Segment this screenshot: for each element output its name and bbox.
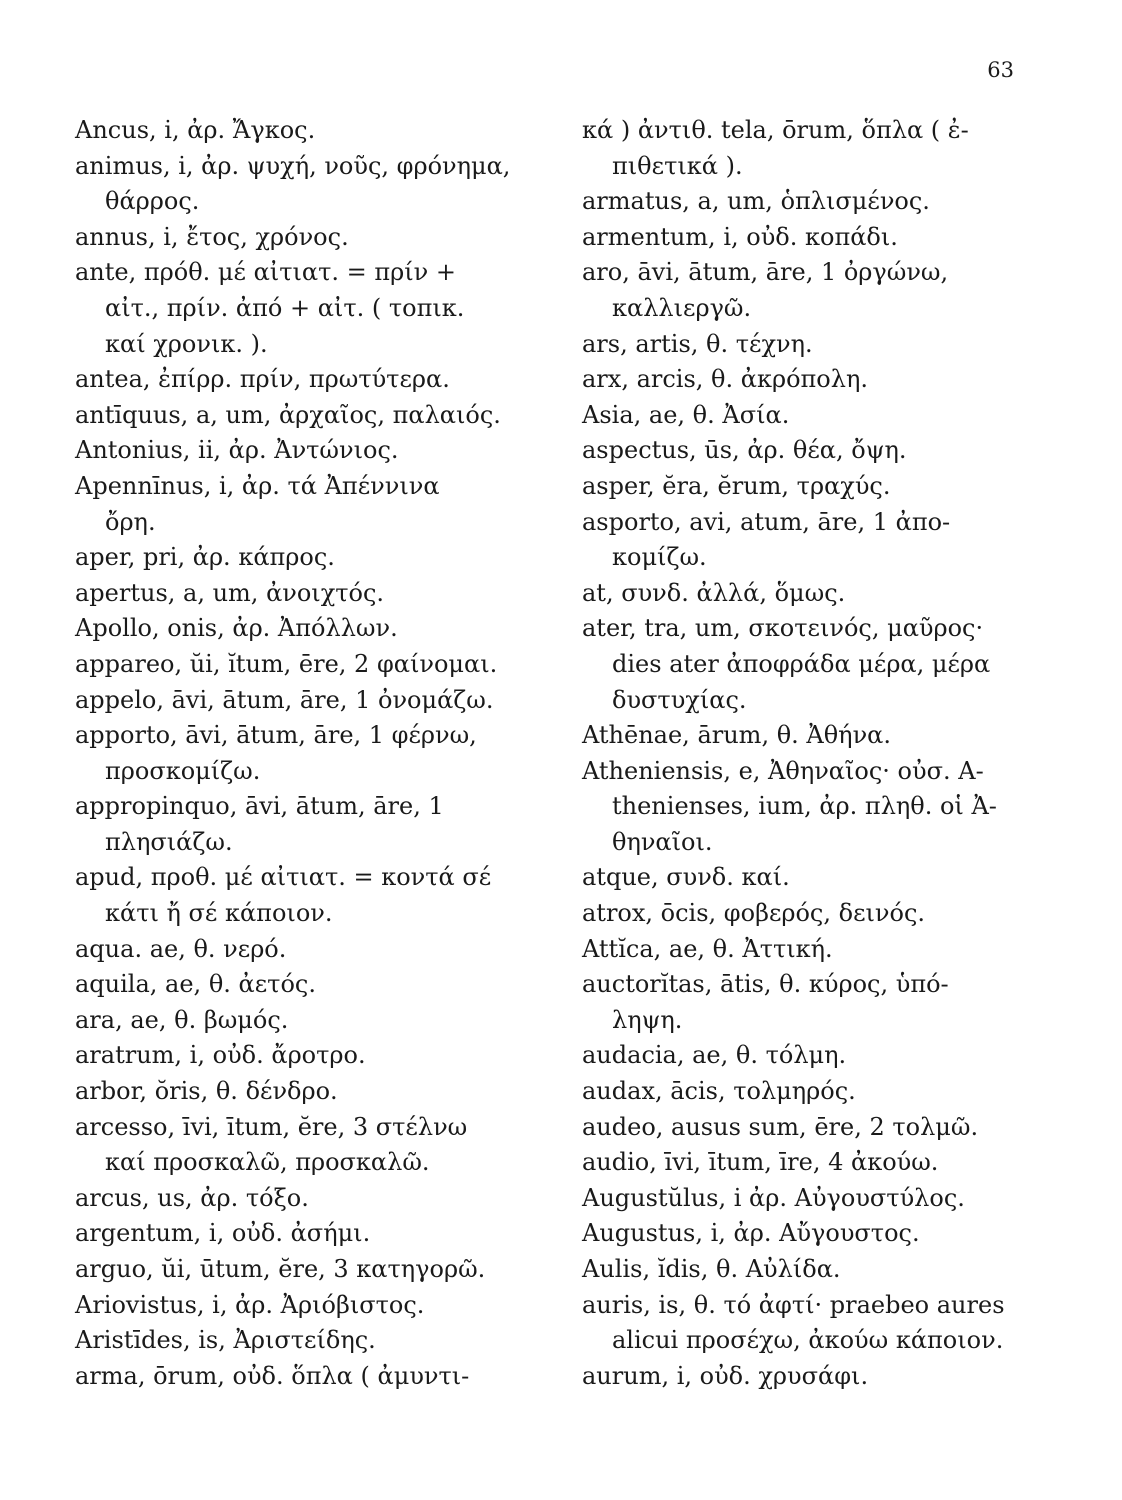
dictionary-line: at, συνδ. ἀλλά, ὅμως. — [582, 578, 846, 607]
dictionary-line: καί προσκαλῶ, προσκαλῶ. — [105, 1148, 430, 1177]
dictionary-line: ante, πρόθ. μέ αἰτιατ. = πρίν + — [75, 258, 456, 287]
dictionary-line: aqua. ae, θ. νερό. — [75, 934, 287, 963]
left-column — [75, 113, 555, 1394]
page-number: 63 — [987, 58, 1014, 82]
dictionary-line: argentum, i, οὐδ. ἀσήμι. — [75, 1219, 371, 1248]
dictionary-line: antea, ἐπίρρ. πρίν, πρωτύτερα. — [75, 365, 450, 394]
dictionary-line: arcesso, īvi, ītum, ĕre, 3 στέλνω — [75, 1112, 468, 1141]
dictionary-line: Ancus, i, ἀρ. Ἄγκος. — [75, 116, 316, 144]
dictionary-line: Augustus, i, ἀρ. Αὔγουστος. — [582, 1219, 920, 1248]
dictionary-line: antīquus, a, um, ἀρχαῖος, παλαιός. — [75, 400, 501, 429]
dictionary-line: appropinquo, āvi, ātum, āre, 1 — [75, 792, 444, 821]
dictionary-line: arbor, ŏris, θ. δένδρο. — [75, 1077, 338, 1106]
dictionary-line: Atheniensis, e, Ἀθηναῖος· οὐσ. A- — [582, 756, 984, 785]
dictionary-line: aratrum, i, οὐδ. ἄροτρο. — [75, 1041, 366, 1070]
dictionary-line: καλλιεργῶ. — [612, 293, 752, 322]
dictionary-line: audeo, ausus sum, ēre, 2 τολμῶ. — [582, 1112, 979, 1141]
dictionary-line: Athēnae, ārum, θ. Ἀθήνα. — [582, 721, 891, 750]
dictionary-line: auctorĭtas, ātis, θ. κύρος, ὑπό- — [582, 970, 949, 999]
dictionary-line: Ariovistus, i, ἀρ. Ἀριόβιστος. — [75, 1290, 425, 1319]
dictionary-line: Apennīnus, i, ἀρ. τά Ἀπέννινα — [75, 471, 440, 500]
dictionary-line: aper, pri, ἀρ. κάπρος. — [75, 543, 335, 572]
dictionary-line: apertus, a, um, ἀνοιχτός. — [75, 578, 385, 607]
dictionary-line: Antonius, ii, ἀρ. Ἀντώνιος. — [75, 436, 399, 465]
dictionary-line: θηναῖοι. — [612, 827, 713, 856]
dictionary-line: Attĭca, ae, θ. Ἀττική. — [582, 934, 833, 963]
dictionary-line: ars, artis, θ. τέχνη. — [582, 329, 813, 358]
dictionary-line: auris, is, θ. τό ἀφτί· praebeo aures — [582, 1290, 1005, 1319]
dictionary-line: aspectus, ūs, ἀρ. θέα, ὄψη. — [582, 436, 907, 465]
dictionary-line: aro, āvi, ātum, āre, 1 ὀργώνω, — [582, 258, 949, 287]
dictionary-line: appareo, ŭi, ĭtum, ēre, 2 φαίνομαι. — [75, 649, 498, 678]
dictionary-line: atrox, ōcis, φοβερός, δεινός. — [582, 899, 926, 928]
dictionary-line: Apollo, onis, ἀρ. Ἀπόλλων. — [75, 614, 398, 643]
dictionary-line: προσκομίζω. — [105, 756, 261, 785]
dictionary-line: atque, συνδ. καί. — [582, 863, 790, 892]
dictionary-line: audio, īvi, ītum, īre, 4 ἀκούω. — [582, 1148, 939, 1177]
dictionary-line: Aulis, ĭdis, θ. Αὐλίδα. — [582, 1255, 841, 1283]
dictionary-line: asporto, avi, atum, āre, 1 ἀπο- — [582, 507, 951, 536]
dictionary-line: asper, ĕra, ĕrum, τραχύς. — [582, 471, 891, 500]
dictionary-line: audax, ācis, τολμηρός. — [582, 1077, 856, 1106]
dictionary-line: ληψη. — [612, 1005, 683, 1034]
dictionary-line: aurum, i, οὐδ. χρυσάφι. — [582, 1361, 869, 1390]
dictionary-line: arx, arcis, θ. ἀκρόπολη. — [582, 365, 868, 394]
dictionary-line: arguo, ŭi, ūtum, ĕre, 3 κατηγορῶ. — [75, 1255, 486, 1283]
dictionary-line: Aristīdes, is, Ἀριστείδης. — [75, 1326, 376, 1355]
dictionary-line: dies ater ἀποφράδα μέρα, μέρα — [612, 649, 991, 678]
dictionary-line: alicui προσέχω, ἀκούω κάποιον. — [612, 1326, 1004, 1355]
dictionary-line: ὄρη. — [105, 507, 156, 536]
dictionary-line: armatus, a, um, ὁπλισμένος. — [582, 187, 930, 216]
dictionary-line: Augustŭlus, i ἀρ. Αὐγουστύλος. — [582, 1183, 965, 1212]
dictionary-line: appelo, āvi, ātum, āre, 1 ὀνομάζω. — [75, 685, 494, 714]
dictionary-line: apporto, āvi, ātum, āre, 1 φέρνω, — [75, 721, 477, 750]
dictionary-line: κά ) ἀντιθ. tela, ōrum, ὅπλα ( ἐ- — [582, 116, 969, 144]
dictionary-line: πιθετικά ). — [612, 151, 743, 180]
dictionary-line: πλησιάζω. — [105, 827, 233, 856]
dictionary-line: audacia, ae, θ. τόλμη. — [582, 1041, 847, 1070]
dictionary-line: ara, ae, θ. βωμός. — [75, 1005, 289, 1034]
dictionary-line: thenienses, ium, ἀρ. πληθ. οἱ Ἀ- — [612, 792, 997, 821]
dictionary-line: armentum, i, οὐδ. κοπάδι. — [582, 222, 898, 251]
dictionary-line: καί χρονικ. ). — [105, 329, 268, 358]
dictionary-line: arcus, us, ἀρ. τόξο. — [75, 1183, 309, 1212]
dictionary-line: δυστυχίας. — [612, 685, 747, 714]
dictionary-line: θάρρος. — [105, 187, 200, 216]
dictionary-line: animus, i, ἀρ. ψυχή, νοῦς, φρόνημα, — [75, 151, 511, 180]
dictionary-line: annus, i, ἔτος, χρόνος. — [75, 222, 349, 251]
right-column — [582, 113, 1052, 1394]
dictionary-line: arma, ōrum, οὐδ. ὅπλα ( ἀμυντι- — [75, 1361, 470, 1390]
dictionary-line: κάτι ἤ σέ κάποιον. — [105, 899, 333, 928]
dictionary-line: apud, προθ. μέ αἰτιατ. = κοντά σέ — [75, 863, 492, 892]
dictionary-line: κομίζω. — [612, 543, 707, 572]
dictionary-line: aquila, ae, θ. ἀετός. — [75, 970, 316, 999]
dictionary-line: αἰτ., πρίν. ἀπό + αἰτ. ( τοπικ. — [105, 293, 465, 322]
dictionary-line: ater, tra, um, σκοτεινός, μαῦρος· — [582, 614, 984, 643]
dictionary-line: Asia, ae, θ. Ἀσία. — [582, 400, 790, 429]
